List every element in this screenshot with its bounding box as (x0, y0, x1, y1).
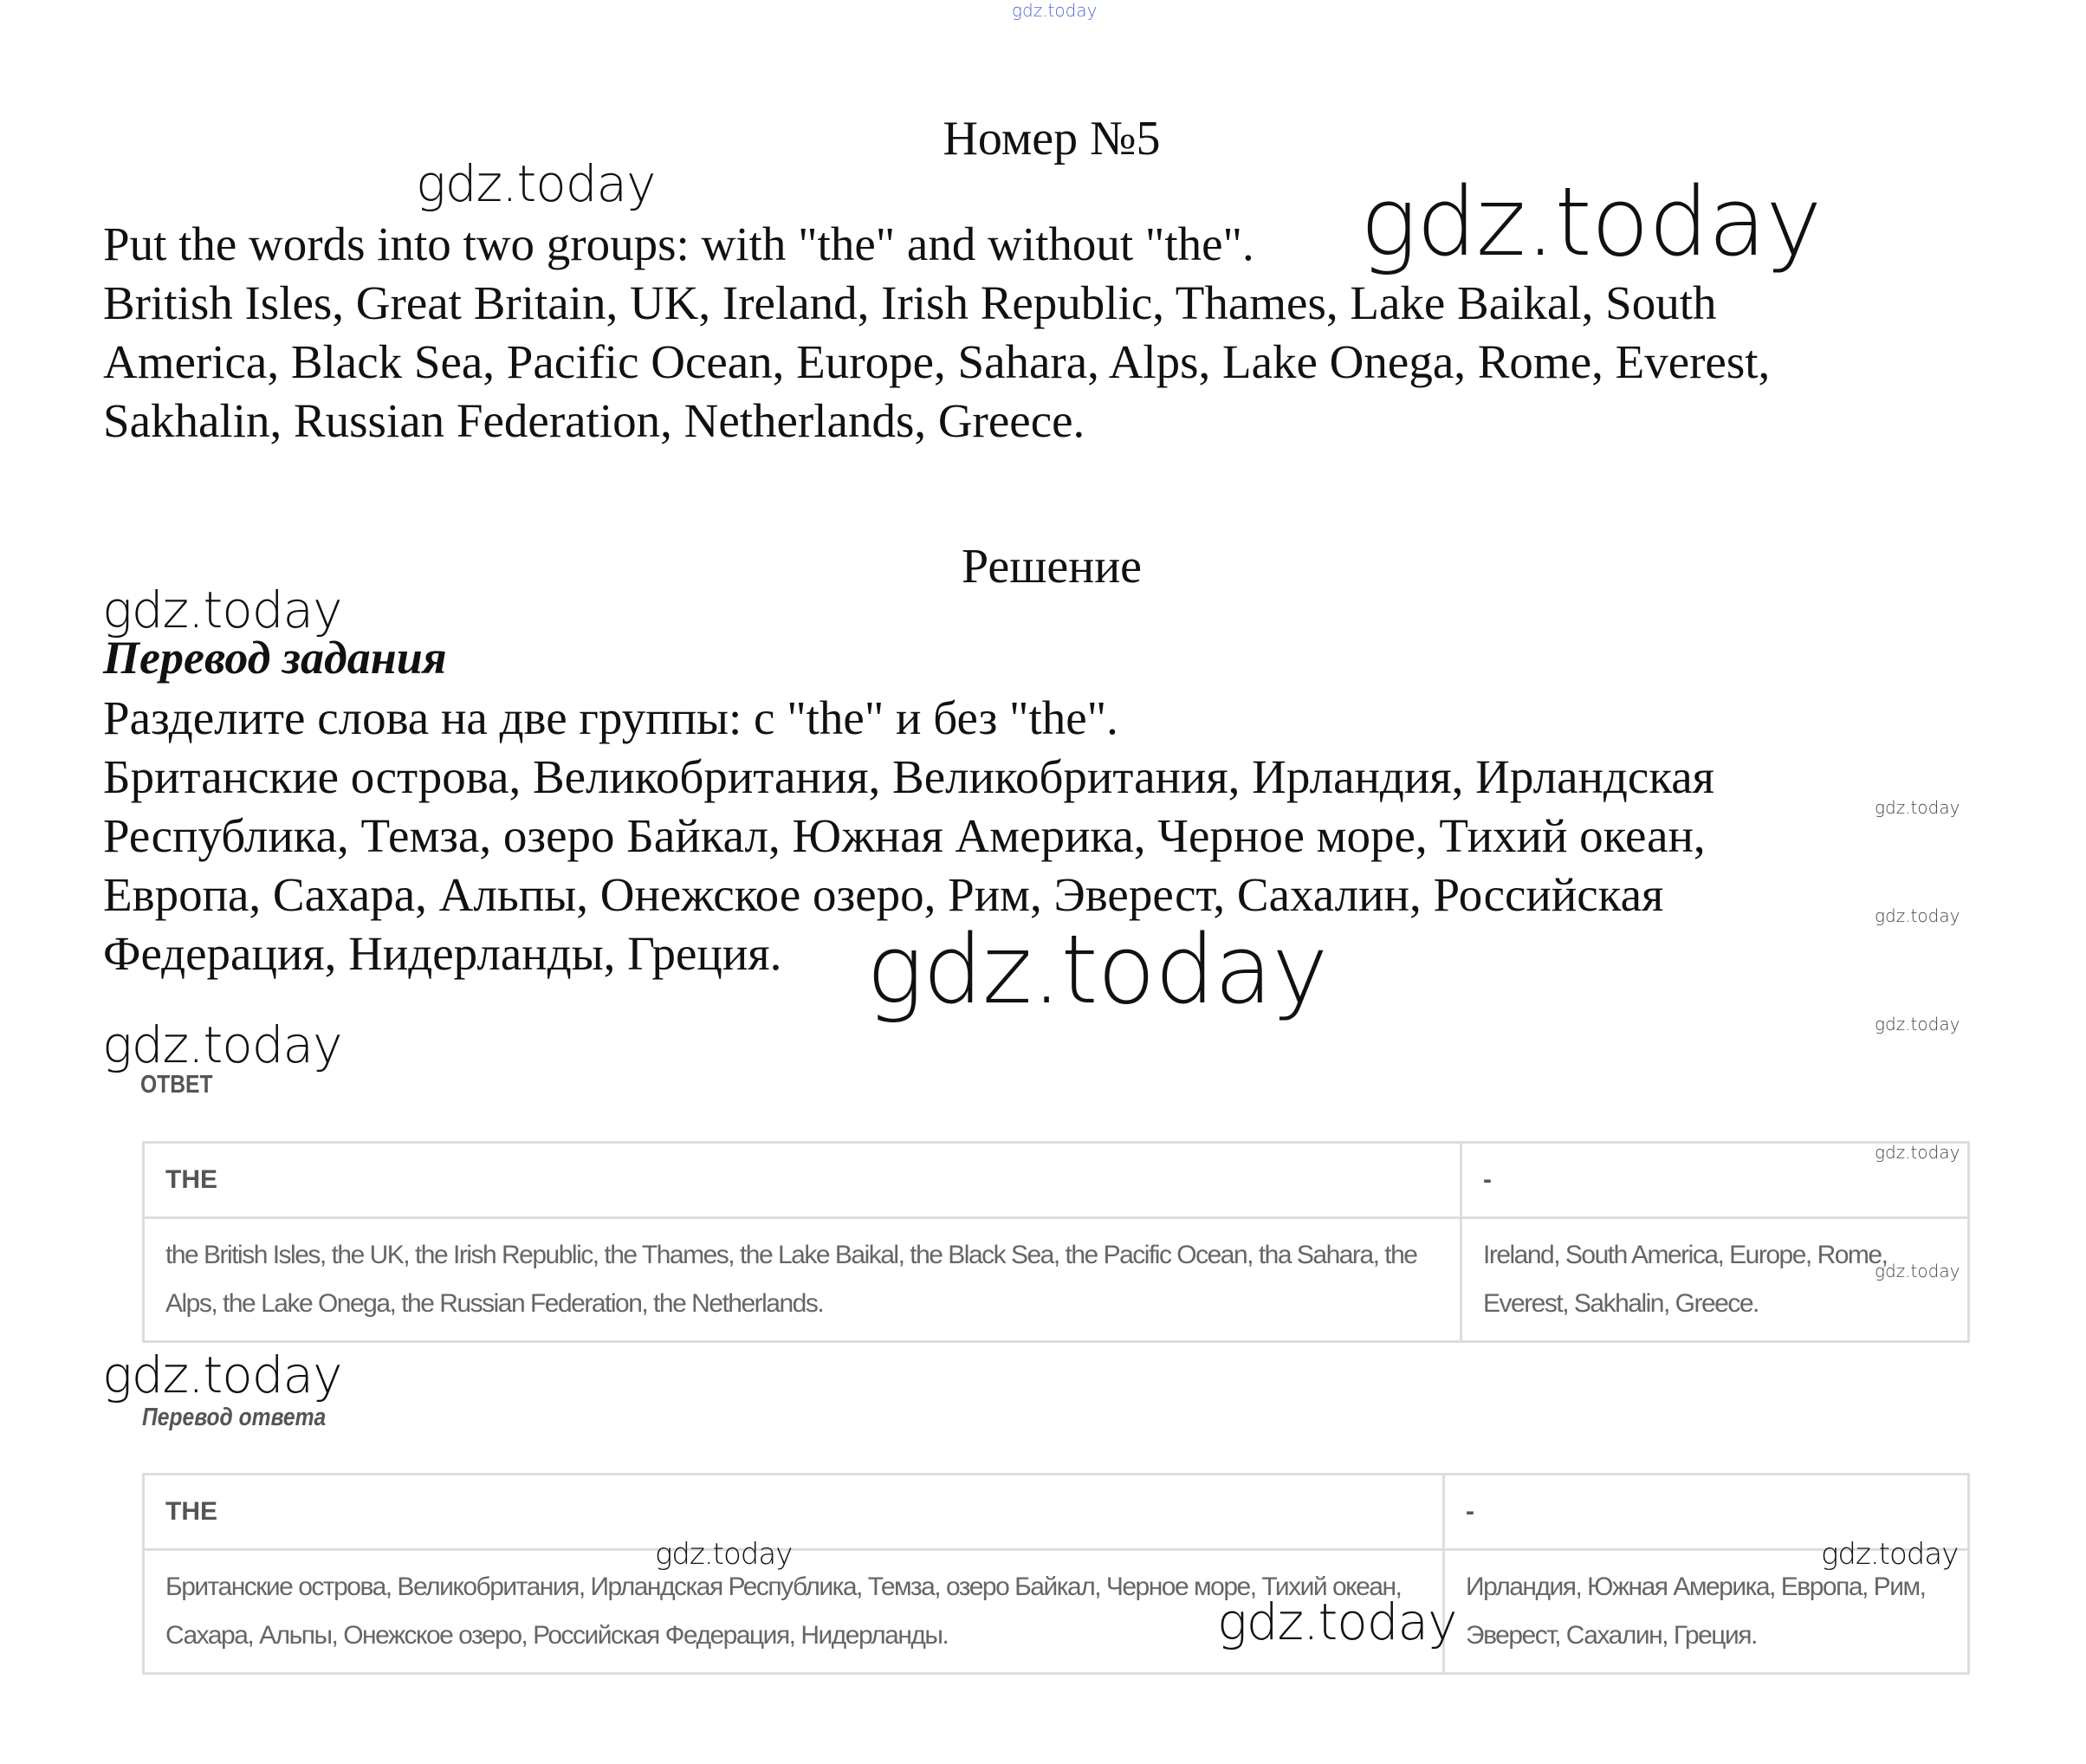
solution-title: Решение (961, 540, 1143, 593)
table-row (144, 1218, 1969, 1342)
watermark: gdz.today (1875, 905, 1960, 926)
watermark: gdz.today (1875, 797, 1960, 818)
task-words-line: Sakhalin, Russian Federation, Netherlands, Greece. (103, 394, 1085, 447)
translation-instruction: Разделите слова на две группы: с "the" и без "the". (103, 691, 1118, 744)
task-words-line: America, Black Sea, Pacific Ocean, Europe, Sahara, Alps, Lake Onega, Rome, Everest, (103, 335, 1771, 388)
header-cell-the: THE (144, 1143, 1461, 1218)
watermark: gdz.today (102, 1015, 342, 1074)
header-cell-the: THE (144, 1475, 1444, 1550)
translation-heading: Перевод задания (103, 632, 447, 684)
translation-line: Федерация, Нидерланды, Греция. (103, 927, 782, 980)
header-cell-none: - (1444, 1475, 1969, 1550)
page-title: Номер №5 (943, 112, 1161, 165)
watermark: gdz.today (1217, 1592, 1457, 1651)
watermark: gdz.today (1875, 1142, 1960, 1163)
task-words-line: British Isles, Great Britain, UK, Ireland, Irish Republic, Thames, Lake Baikal, South (103, 276, 1717, 329)
watermark: gdz.today (1875, 1014, 1960, 1034)
answer-table (142, 1141, 1970, 1343)
cell-with-the: Британские острова, Великобритания, Ирландская Республика, Темза, озеро Байкал, Черное море, Тихий океан, Сахара, Альпы, Онежское озеро, Российская Федерация, Нидерланды. (144, 1550, 1444, 1674)
header-cell-none: - (1461, 1143, 1969, 1218)
watermark: gdz.today (1821, 1537, 1959, 1572)
translation-line: Республика, Темза, озеро Байкал, Южная Америка, Черное море, Тихий океан, (103, 809, 1706, 862)
answer-translation-table (142, 1473, 1970, 1675)
answer-label: ОТВЕТ (140, 1071, 213, 1099)
watermark: gdz.today (866, 914, 1328, 1025)
watermark: gdz.today (655, 1537, 793, 1572)
watermark-top: gdz.today (1012, 0, 1098, 21)
watermark: gdz.today (416, 154, 656, 213)
table-header-row (144, 1475, 1969, 1550)
table-header-row (144, 1143, 1969, 1218)
table-row (144, 1550, 1969, 1674)
answer-translation-label: Перевод ответа (142, 1404, 327, 1431)
translation-line: Европа, Сахара, Альпы, Онежское озеро, Рим, Эверест, Сахалин, Российская (103, 868, 1664, 921)
task-instruction: Put the words into two groups: with "the" and without "the". (103, 217, 1254, 270)
cell-without-the: Ирландия, Южная Америка, Европа, Рим, Эверест, Сахалин, Греция. (1444, 1550, 1969, 1674)
watermark: gdz.today (1360, 166, 1822, 277)
watermark: gdz.today (102, 580, 342, 639)
cell-with-the: the British Isles, the UK, the Irish Republic, the Thames, the Lake Baikal, the Black Sea, the Pacific Ocean, tha Sahara, the Alps, the Lake Onega, the Russian Federation, the Netherlands. (144, 1218, 1461, 1342)
translation-line: Британские острова, Великобритания, Великобритания, Ирландия, Ирландская (103, 750, 1714, 803)
watermark: gdz.today (1875, 1261, 1960, 1281)
cell-without-the: Ireland, South America, Europe, Rome, Everest, Sakhalin, Greece. (1461, 1218, 1969, 1342)
watermark: gdz.today (102, 1346, 342, 1404)
